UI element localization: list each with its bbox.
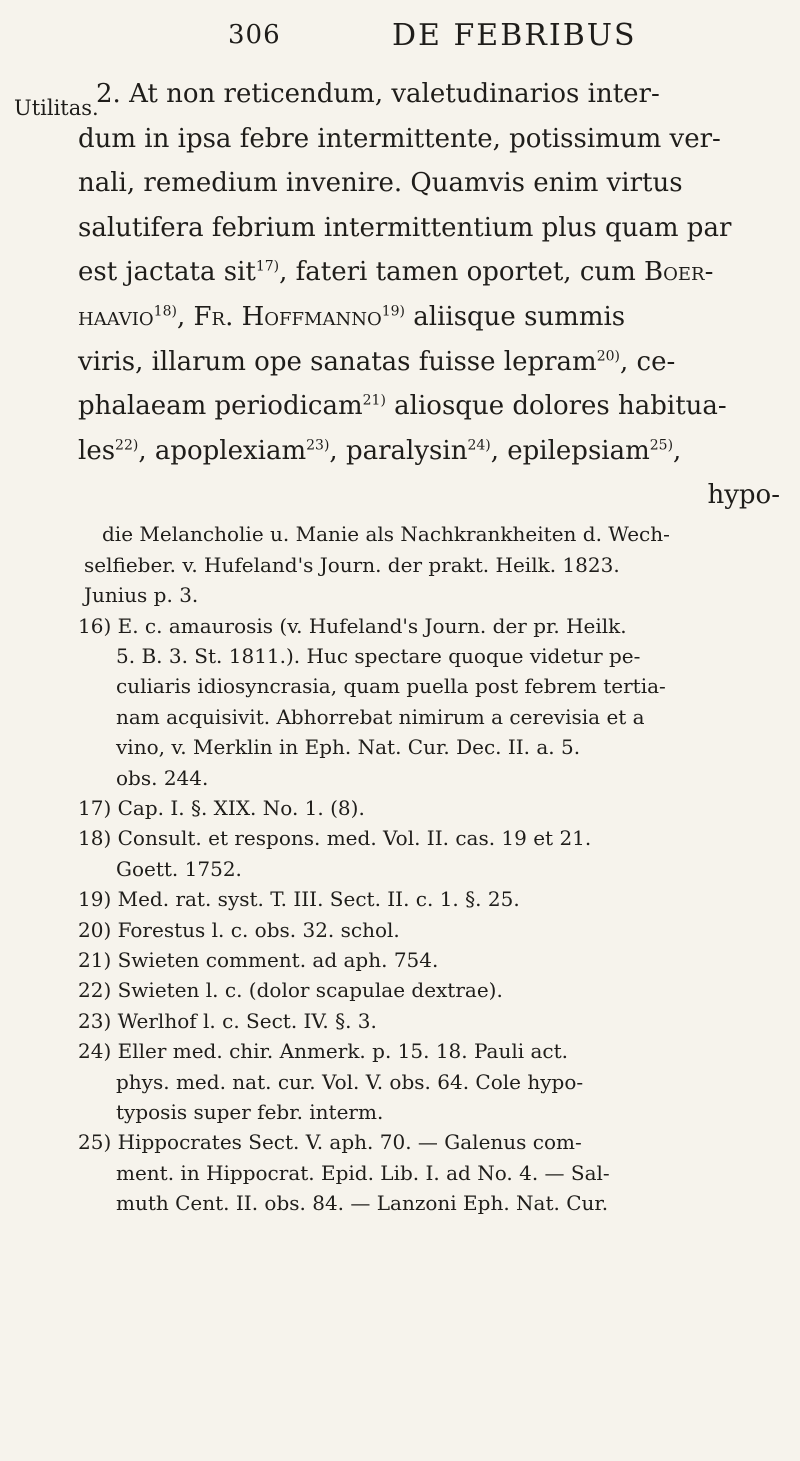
body-text-1: 2. At non reticendum, valetudinarios inter- dum in ipsa febre intermittente, potissimum ver- nali, remedium invenire. Quamvis enim virtus salutifera febrium intermittentium plus quam par est jactata sit [78, 79, 732, 288]
footnote-ref-24: 24) [467, 437, 491, 454]
running-title: DE FEBRIBUS [392, 18, 637, 53]
footnote-22: 22) Swieten l. c. (dolor scapulae dextrae). [78, 978, 503, 1003]
body-text-7: , apoplexiam [138, 435, 307, 466]
footnotes [78, 519, 780, 1218]
footnote-23: 23) Werlhof l. c. Sect. IV. §. 3. [78, 1008, 377, 1033]
body-text-9: , epilepsiam [490, 435, 650, 466]
footnote-ref-20: 20) [596, 347, 620, 364]
footnote-21: 21) Swieten comment. ad aph. 754. [78, 948, 439, 973]
footnote-continued: die Melancholie u. Manie als Nachkrankheiten d. Wech- selfieber. v. Hufeland's Journ. der prakt. Heilk. 1823. Junius p. 3. [84, 522, 670, 608]
footnote-ref-19: 19) [381, 303, 405, 320]
page-header [0, 14, 800, 54]
footnote-ref-23: 23) [306, 437, 330, 454]
footnote-20: 20) Forestus l. c. obs. 32. schol. [78, 917, 400, 942]
body-text-4: aliisque summis viris, illarum ope sanatas fuisse lepram [78, 301, 626, 377]
body-text-2: , fateri tamen oportet, cum [279, 257, 645, 288]
catchword: hypo- [707, 480, 780, 511]
footnote-17: 17) Cap. I. §. XIX. No. 1. (8). [78, 796, 365, 820]
page-number: 306 [228, 20, 281, 50]
footnote-18: 18) Consult. et respons. med. Vol. II. cas. 19 et 21. Goett. 1752. [78, 826, 592, 881]
body-text-6: aliosque dolores habitua- les [78, 391, 727, 466]
footnote-24: 24) Eller med. chir. Anmerk. p. 15. 18. Pauli act. phys. med. nat. cur. Vol. V. obs. 64. Cole hypo- typosis super febr. interm. [78, 1039, 584, 1125]
footnote-ref-21: 21) [362, 392, 386, 409]
margin-note: Utilitas. [14, 96, 99, 120]
body-paragraph [78, 72, 780, 473]
author-hoffmann: Fr. Hoffmanno [193, 301, 382, 332]
body-text-8: , paralysin [329, 435, 468, 466]
footnote-ref-22: 22) [115, 437, 139, 454]
main-text [78, 72, 780, 1219]
body-text-10: , [673, 435, 682, 466]
footnote-16: 16) E. c. amaurosis (v. Hufeland's Journ. der pr. Heilk. 5. B. 3. St. 1811.). Huc spectare quoque videtur pe- culiaris idiosyncrasia, quam puella post febrem tertia- nam acquisivit. Abhorrebat nimirum a cerevisia et a vino, v. Merklin in Eph. Nat. Cur. Dec. II. a. 5. obs. 244. [78, 613, 666, 790]
body-text-5: , ce- phalaeam periodicam [78, 346, 676, 422]
footnote-19: 19) Med. rat. syst. T. III. Sect. II. c. 1. §. 25. [78, 887, 520, 912]
author-boerhaave: Boer- haavio [78, 257, 714, 332]
body-text-3: , [176, 301, 194, 332]
footnote-25: 25) Hippocrates Sect. V. aph. 70. — Galenus com- ment. in Hippocrat. Epid. Lib. I. ad No. 4. — Sal- muth Cent. II. obs. 84. — Lanzoni Eph. Nat. Cur. [78, 1130, 610, 1216]
footnote-ref-18: 18) [153, 303, 177, 320]
footnote-ref-17: 17) [255, 258, 280, 275]
footnote-ref-25: 25) [649, 437, 674, 454]
